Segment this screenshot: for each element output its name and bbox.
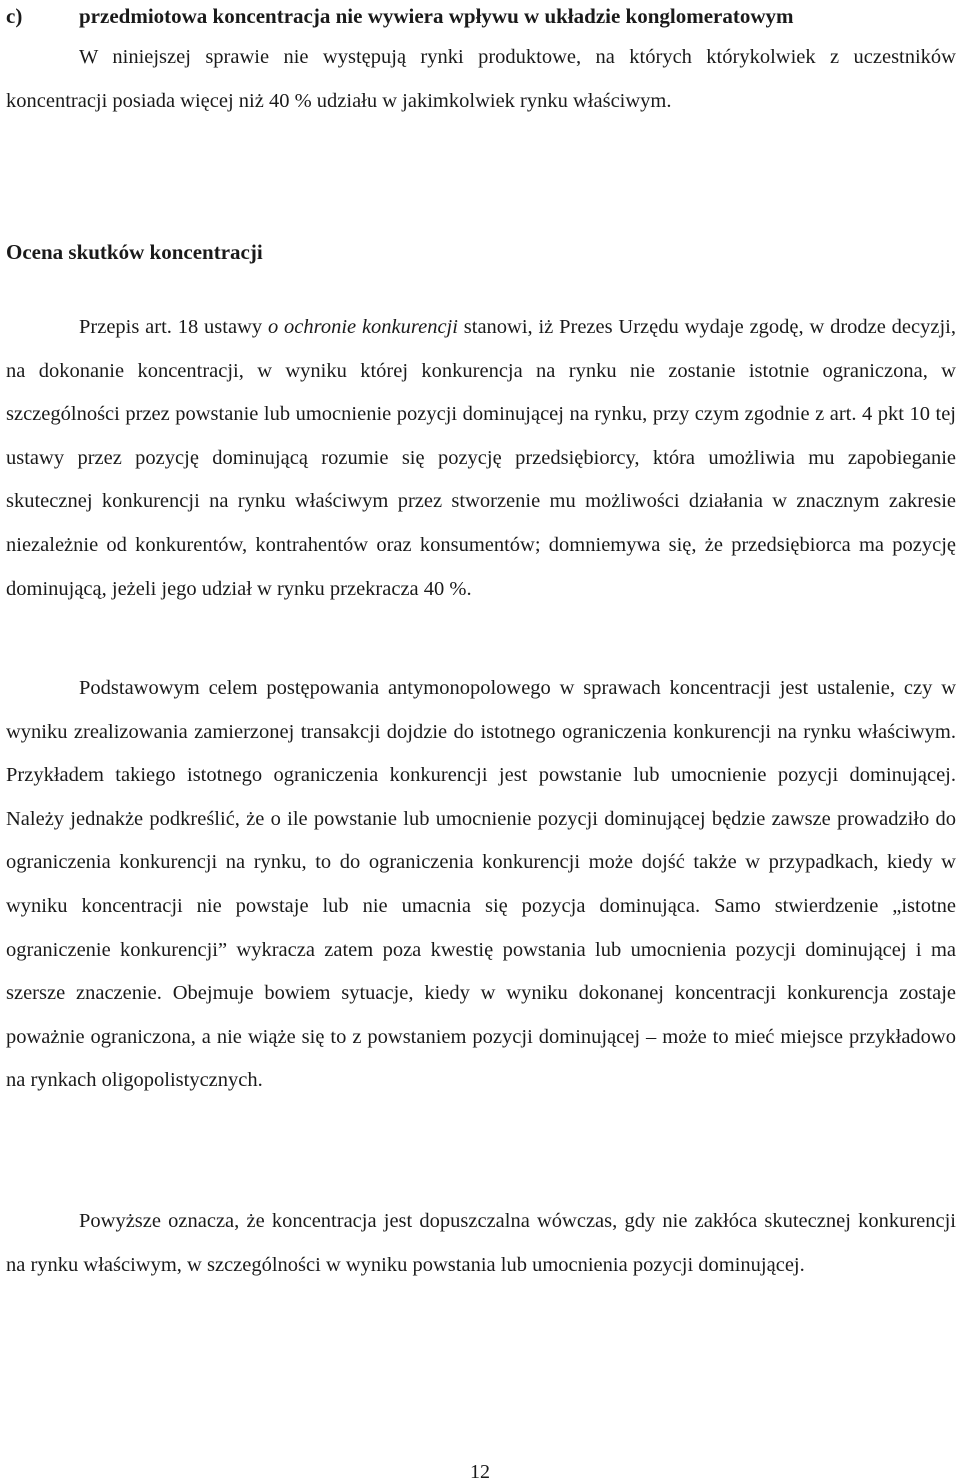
paragraph-legal-basis-rest: stanowi, iż Prezes Urzędu wydaje zgodę, w drodze decyzji, na dokonanie koncentracji, w wyniku której konkurencja na rynku nie zostanie istotnie ograniczona, w szczególności przez powstanie lub umocnienie pozycji dominującej na rynku, przy czym zgodnie z art. 4 pkt 10 tej ustawy przez pozycję dominującą rozumie się pozycję przedsiębiorcy, która umożliwia mu zapobieganie skutecznej konkurencji na rynku właściwym przez stworzenie mu możliwości działania w znacznym zakresie niezależnie od konkurentów, kontrahentów oraz konsumentów; domniemywa się, że przedsiębiorca ma pozycję dominującą, jeżeli jego udział w rynku przekracza 40 %. — [6, 316, 956, 600]
subsection-label: c) — [6, 4, 23, 28]
subsection-heading — [6, 2, 956, 30]
paragraph-market-share: W niniejszej sprawie nie występują rynki produktowe, na których którykolwiek z uczestników koncentracji posiada więcej niż 40 % udziału w jakimkolwiek rynku właściwym. — [6, 46, 956, 112]
act-title-italic: o ochronie konkurencji — [267, 316, 458, 338]
page-number: 12 — [470, 1461, 490, 1483]
subsection-heading-text: przedmiotowa koncentracja nie wywiera wpływu w układzie konglomeratowym — [79, 4, 794, 28]
paragraph-purpose: Podstawowym celem postępowania antymonopolowego w sprawach koncentracji jest ustalenie, czy w wyniku zrealizowania zamierzonej transakcji dojdzie do istotnego ograniczenia konkurencji na rynku właściwym. Przykładem takiego istotnego ograniczenia konkurencji jest powstanie lub umocnienie pozycji dominującej. Należy jednakże podkreślić, że o ile powstanie lub umocnienie pozycji dominującej będzie zawsze prowadziło do ograniczenia konkurencji na rynku, to do ograniczenia konkurencji może dojść także w przypadkach, kiedy w wyniku koncentracji nie powstaje lub nie umacnia się pozycja dominująca. Samo stwierdzenie „istotne ograniczenie konkurencji” wykracza zatem poza kwestię powstania lub umocnienia pozycji dominującej i ma szersze znaczenie. Obejmuje bowiem sytuacje, kiedy w wyniku dokonanej koncentracji konkurencja zostaje poważnie ograniczona, a nie wiąże się to z powstaniem pozycji dominującej – może to mieć miejsce przykładowo na rynkach oligopolistycznych. — [6, 677, 956, 1092]
paragraph-conclusion: Powyższe oznacza, że koncentracja jest dopuszczalna wówczas, gdy nie zakłóca skutecznej konkurencji na rynku właściwym, w szczególności w wyniku powstania lub umocnienia pozycji dominującej. — [6, 1210, 956, 1276]
paragraph-legal-basis — [6, 306, 956, 611]
paragraph-legal-basis-start: Przepis art. 18 ustawy — [79, 316, 268, 338]
section-title: Ocena skutków koncentracji — [6, 240, 263, 264]
